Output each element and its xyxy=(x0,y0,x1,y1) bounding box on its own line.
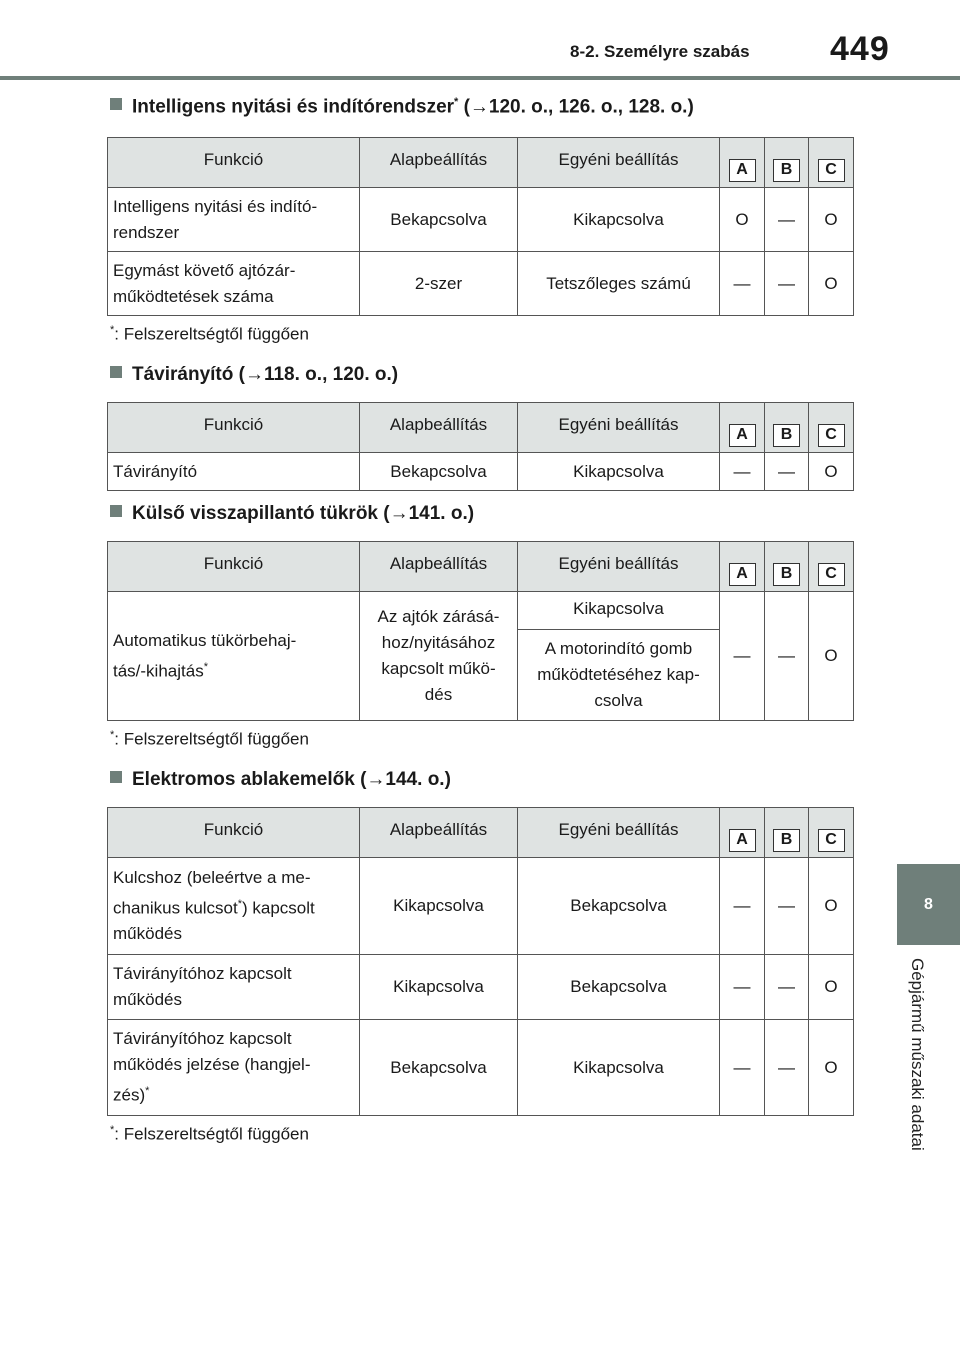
col-header-b: B xyxy=(765,138,809,188)
section-title: 8-2. Személyre szabás xyxy=(570,42,750,61)
section-heading: Intelligens nyitási és indítórendszer* (→120. o., 126. o., 128. o.) xyxy=(110,96,694,118)
cell-c: O xyxy=(809,252,854,316)
section-heading: Távirányító (→118. o., 120. o.) xyxy=(110,364,398,386)
cell-a: — xyxy=(720,955,765,1020)
col-header-funkcio: Funkció xyxy=(108,542,360,592)
col-header-alap: Alapbeállítás xyxy=(360,138,518,188)
table-row xyxy=(108,453,854,491)
cell-a: O xyxy=(720,188,765,252)
cell-c: O xyxy=(809,858,854,955)
col-header-c: C xyxy=(809,808,854,858)
cell-c: O xyxy=(809,955,854,1020)
cell-egyeni: Tetszőleges számú xyxy=(518,252,720,316)
settings-table xyxy=(107,541,854,721)
settings-table xyxy=(107,137,854,316)
cell-a: — xyxy=(720,453,765,491)
cell-b: — xyxy=(765,955,809,1020)
cell-alap: Bekapcsolva xyxy=(360,1020,518,1116)
cell-funkcio: Távirányítóhoz kapcsolt működés xyxy=(108,955,360,1020)
section-heading: Elektromos ablakemelők (→144. o.) xyxy=(110,769,451,791)
cell-b: — xyxy=(765,1020,809,1116)
cell-funkcio: Kulcshoz (beleértve a me- chanikus kulcsot*) kapcsolt működés xyxy=(108,858,360,955)
footnote: *: Felszereltségtől függően xyxy=(110,324,309,344)
cell-a: — xyxy=(720,858,765,955)
col-header-alap: Alapbeállítás xyxy=(360,808,518,858)
col-header-funkcio: Funkció xyxy=(108,808,360,858)
cell-funkcio: Távirányító xyxy=(108,453,360,491)
bullet-square-icon xyxy=(110,366,122,378)
footnote: *: Felszereltségtől függően xyxy=(110,729,309,749)
cell-a: — xyxy=(720,1020,765,1116)
settings-table xyxy=(107,807,854,1116)
cell-b: — xyxy=(765,453,809,491)
settings-table xyxy=(107,402,854,491)
col-header-c: C xyxy=(809,138,854,188)
col-header-a: A xyxy=(720,808,765,858)
page-number: 449 xyxy=(830,30,890,68)
cell-a: — xyxy=(720,592,765,721)
cell-a: — xyxy=(720,252,765,316)
section-heading: Külső visszapillantó tükrök (→141. o.) xyxy=(110,503,474,525)
col-header-alap: Alapbeállítás xyxy=(360,542,518,592)
col-header-alap: Alapbeállítás xyxy=(360,403,518,453)
cell-egyeni: Bekapcsolva xyxy=(518,858,720,955)
cell-alap: 2-szer xyxy=(360,252,518,316)
chapter-label: Gépjármű műszaki adatai xyxy=(908,958,927,1151)
bullet-square-icon xyxy=(110,771,122,783)
col-header-a: A xyxy=(720,403,765,453)
col-header-egyeni: Egyéni beállítás xyxy=(518,403,720,453)
col-header-a: A xyxy=(720,542,765,592)
cell-egyeni: Kikapcsolva xyxy=(518,1020,720,1116)
cell-funkcio: Egymást követő ajtózár- működtetések száma xyxy=(108,252,360,316)
table-row xyxy=(108,1020,854,1116)
cell-c: O xyxy=(809,453,854,491)
col-header-c: C xyxy=(809,542,854,592)
cell-alap: Kikapcsolva xyxy=(360,955,518,1020)
cell-b: — xyxy=(765,252,809,316)
table-row xyxy=(108,252,854,316)
table-row xyxy=(108,858,854,955)
col-header-c: C xyxy=(809,403,854,453)
cell-alap: Kikapcsolva xyxy=(360,858,518,955)
col-header-b: B xyxy=(765,403,809,453)
footnote: *: Felszereltségtől függően xyxy=(110,1124,309,1144)
table-row xyxy=(108,592,854,630)
cell-alap: Bekapcsolva xyxy=(360,188,518,252)
col-header-funkcio: Funkció xyxy=(108,403,360,453)
col-header-b: B xyxy=(765,808,809,858)
cell-c: O xyxy=(809,1020,854,1116)
col-header-b: B xyxy=(765,542,809,592)
chapter-tab: 8 xyxy=(897,864,960,945)
table-row xyxy=(108,188,854,252)
cell-funkcio: Intelligens nyitási és indító- rendszer xyxy=(108,188,360,252)
col-header-egyeni: Egyéni beállítás xyxy=(518,542,720,592)
cell-egyeni: Kikapcsolva xyxy=(518,453,720,491)
cell-c: O xyxy=(809,188,854,252)
bullet-square-icon xyxy=(110,98,122,110)
cell-egyeni: Kikapcsolva xyxy=(518,592,720,630)
table-row xyxy=(108,955,854,1020)
col-header-funkcio: Funkció xyxy=(108,138,360,188)
cell-alap: Az ajtók zárásá- hoz/nyitásához kapcsolt műkö- dés xyxy=(360,592,518,721)
cell-b: — xyxy=(765,858,809,955)
cell-alap: Bekapcsolva xyxy=(360,453,518,491)
header-divider xyxy=(0,76,960,80)
cell-b: — xyxy=(765,188,809,252)
cell-b: — xyxy=(765,592,809,721)
col-header-egyeni: Egyéni beállítás xyxy=(518,808,720,858)
col-header-a: A xyxy=(720,138,765,188)
cell-funkcio: Automatikus tükörbehaj- tás/-kihajtás* xyxy=(108,592,360,721)
col-header-egyeni: Egyéni beállítás xyxy=(518,138,720,188)
cell-funkcio: Távirányítóhoz kapcsolt működés jelzése (hangjel- zés)* xyxy=(108,1020,360,1116)
cell-c: O xyxy=(809,592,854,721)
bullet-square-icon xyxy=(110,505,122,517)
cell-egyeni: A motorindító gomb működtetéséhez kap- csolva xyxy=(518,630,720,721)
cell-egyeni: Bekapcsolva xyxy=(518,955,720,1020)
cell-egyeni: Kikapcsolva xyxy=(518,188,720,252)
